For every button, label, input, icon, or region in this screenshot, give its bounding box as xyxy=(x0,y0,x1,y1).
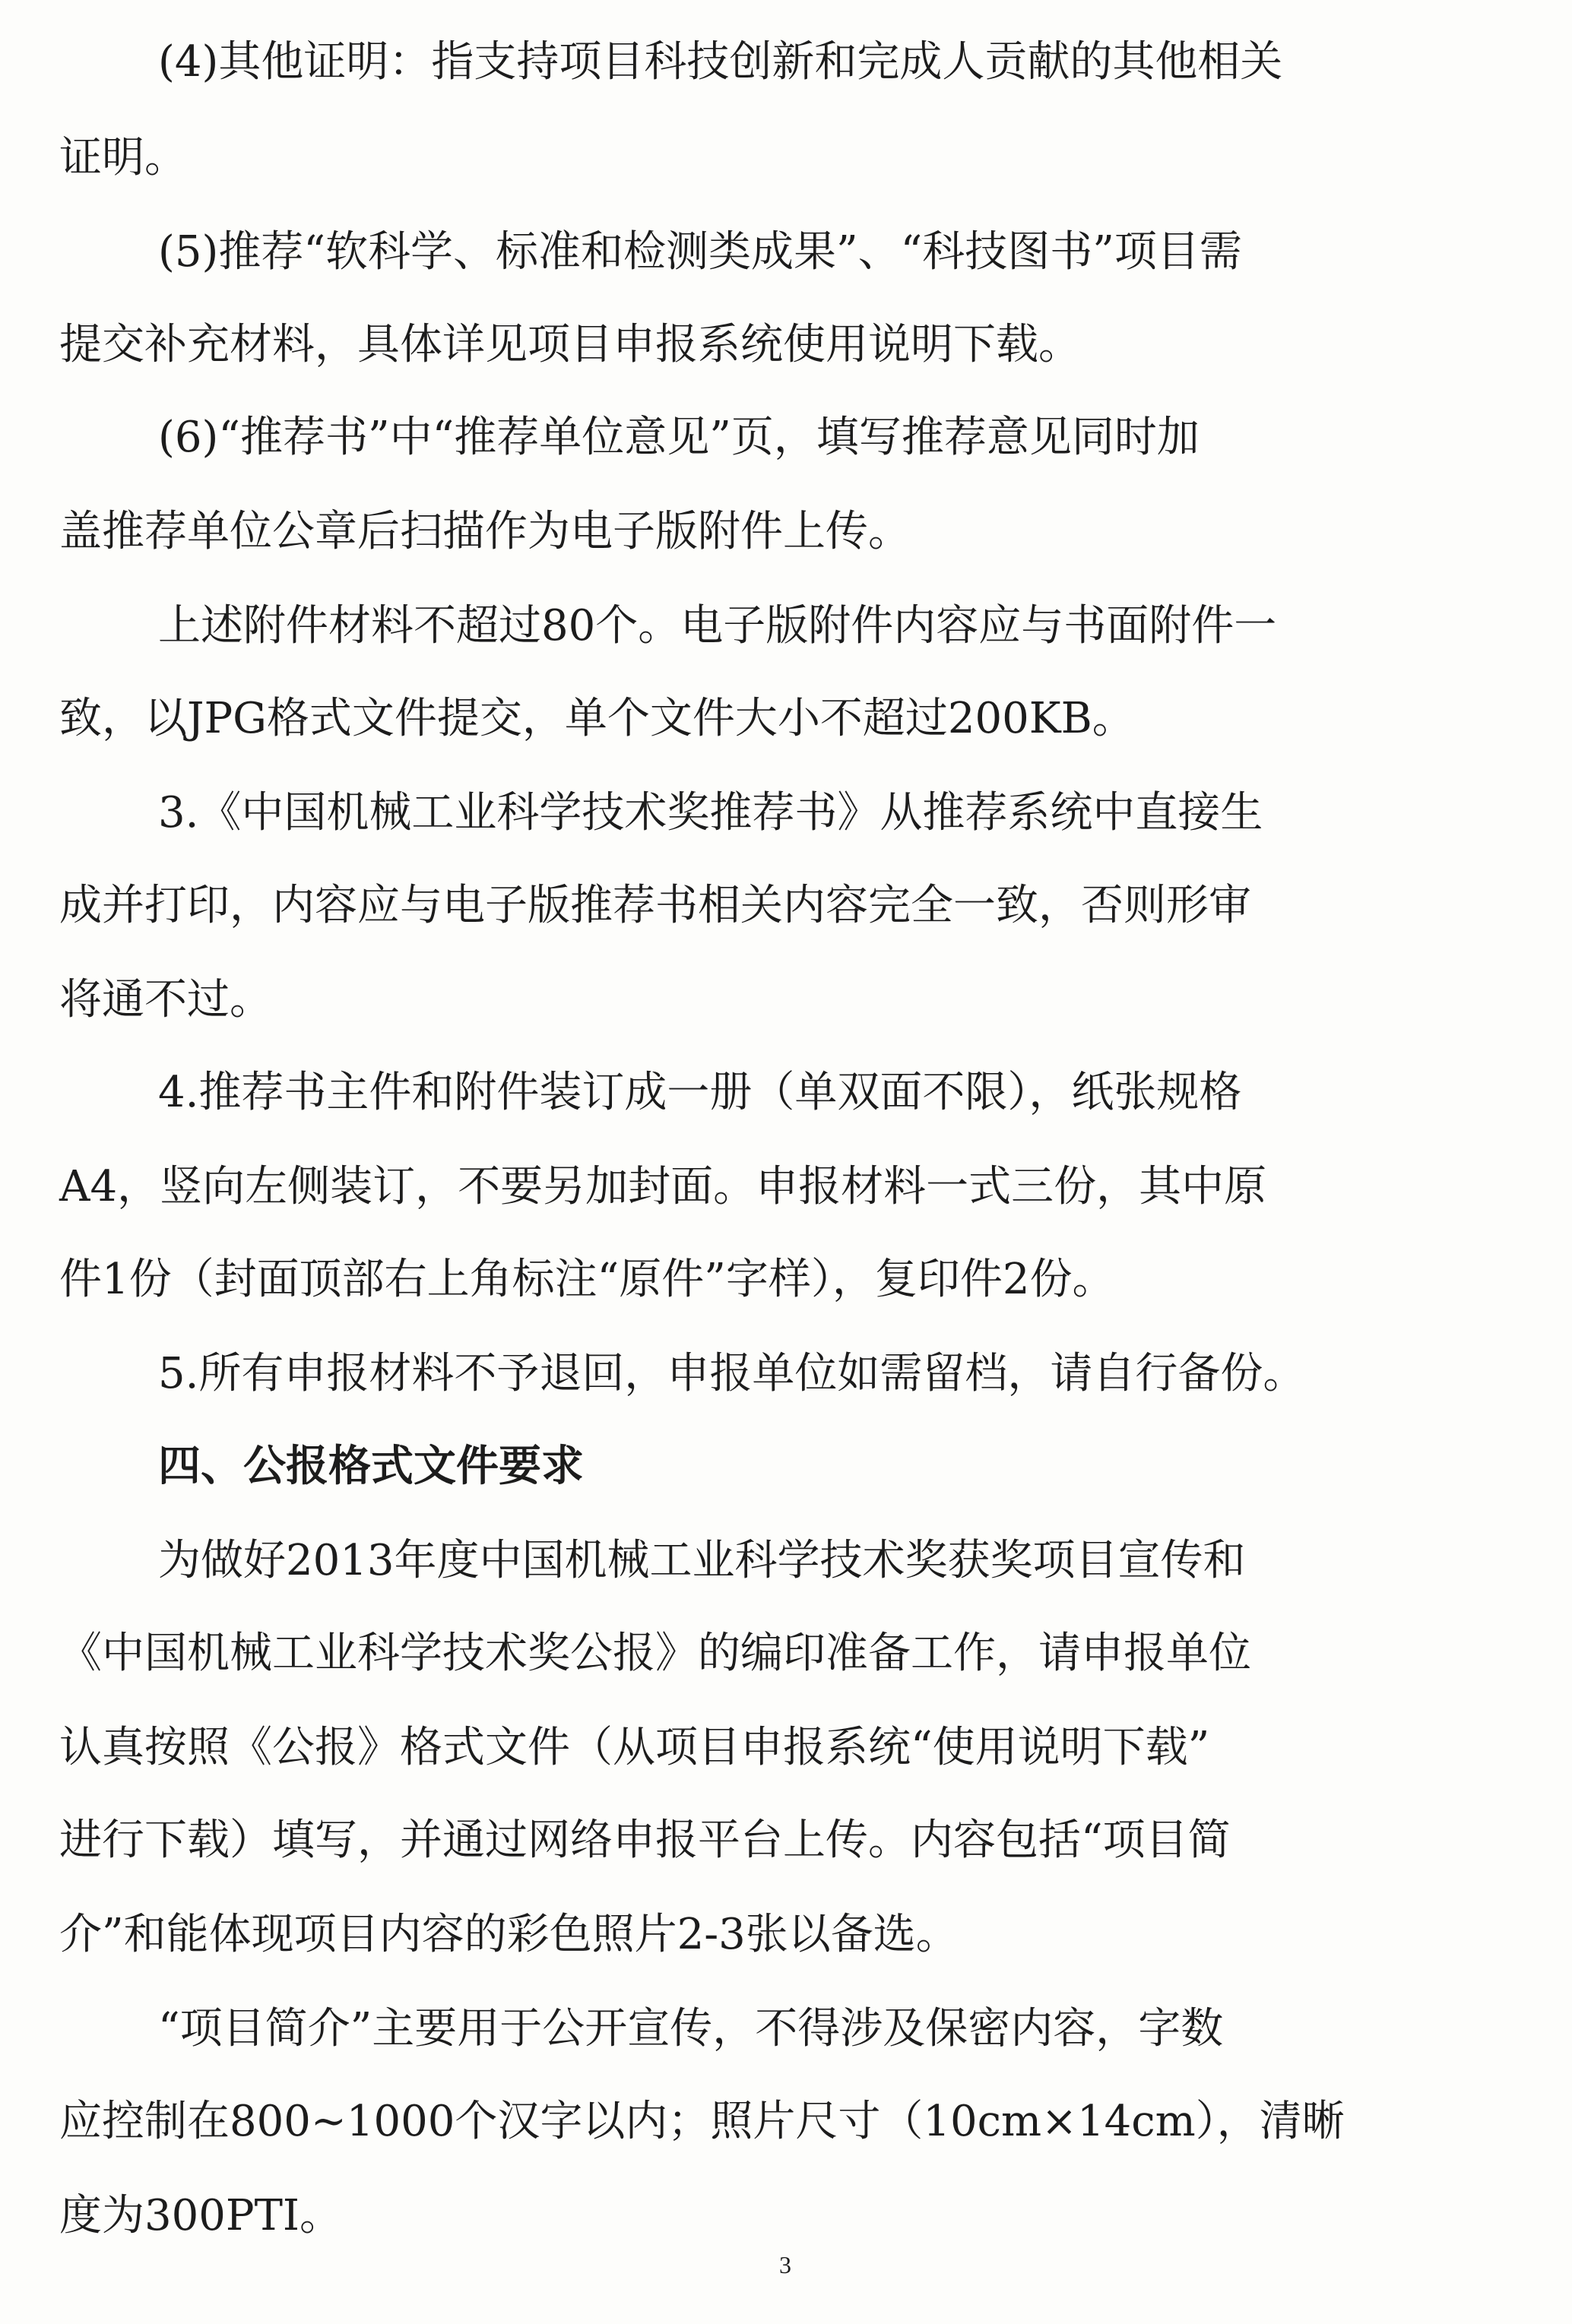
text-line-18: 《中国机械工业科学技术奖公报》的编印准备工作，请申报单位 xyxy=(59,1629,1251,1678)
text-line-15: 5.所有申报材料不予退回，申报单位如需留档，请自行备份。 xyxy=(158,1349,1306,1398)
section-heading: 四、公报格式文件要求 xyxy=(158,1442,584,1491)
text-line-14: 件1份（封面顶部右上角标注“原件”字样），复印件2份。 xyxy=(59,1255,1115,1304)
text-line-12: 4.推荐书主件和附件装订成一册（单双面不限），纸张规格 xyxy=(158,1068,1242,1117)
text-line-6: 盖推荐单位公章后扫描作为电子版附件上传。 xyxy=(59,507,911,556)
text-line-3: (5)推荐“软科学、标准和检测类成果”、“科技图书”项目需 xyxy=(158,227,1242,277)
text-line-17: 为做好2013年度中国机械工业科学技术奖获奖项目宣传和 xyxy=(158,1536,1246,1585)
text-line-7: 上述附件材料不超过80个。电子版附件内容应与书面附件一 xyxy=(158,601,1277,651)
page-number: 3 xyxy=(779,2251,791,2278)
text-line-20: 进行下载）填写，并通过网络申报平台上传。内容包括“项目简 xyxy=(59,1816,1231,1865)
text-line-24: 度为300PTI。 xyxy=(59,2191,343,2240)
text-line-21: 介”和能体现项目内容的彩色照片2-3张以备选。 xyxy=(59,1910,959,1959)
text-line-9: 3.《中国机械工业科学技术奖推荐书》从推荐系统中直接生 xyxy=(158,788,1263,837)
text-line-4: 提交补充材料，具体详见项目申报系统使用说明下载。 xyxy=(59,320,1081,369)
text-line-2: 证明。 xyxy=(59,133,187,182)
text-line-22: “项目简介”主要用于公开宣传，不得涉及保密内容，字数 xyxy=(158,2004,1224,2053)
text-line-11: 将通不过。 xyxy=(59,975,272,1024)
text-line-5: (6)“推荐书”中“推荐单位意见”页，填写推荐意见同时加 xyxy=(158,413,1200,462)
text-line-23: 应控制在800~1000个汉字以内；照片尺寸（10cm×14cm），清晰 xyxy=(59,2097,1345,2146)
text-line-10: 成并打印，内容应与电子版推荐书相关内容完全一致，否则形审 xyxy=(59,881,1251,930)
text-line-13: A4，竖向左侧装订，不要另加封面。申报材料一式三份，其中原 xyxy=(59,1162,1267,1211)
text-line-1: (4)其他证明：指支持项目科技创新和完成人贡献的其他相关 xyxy=(158,37,1283,87)
text-line-19: 认真按照《公报》格式文件（从项目申报系统“使用说明下载” xyxy=(59,1723,1210,1772)
text-line-8: 致，以JPG格式文件提交，单个文件大小不超过200KB。 xyxy=(59,694,1135,743)
